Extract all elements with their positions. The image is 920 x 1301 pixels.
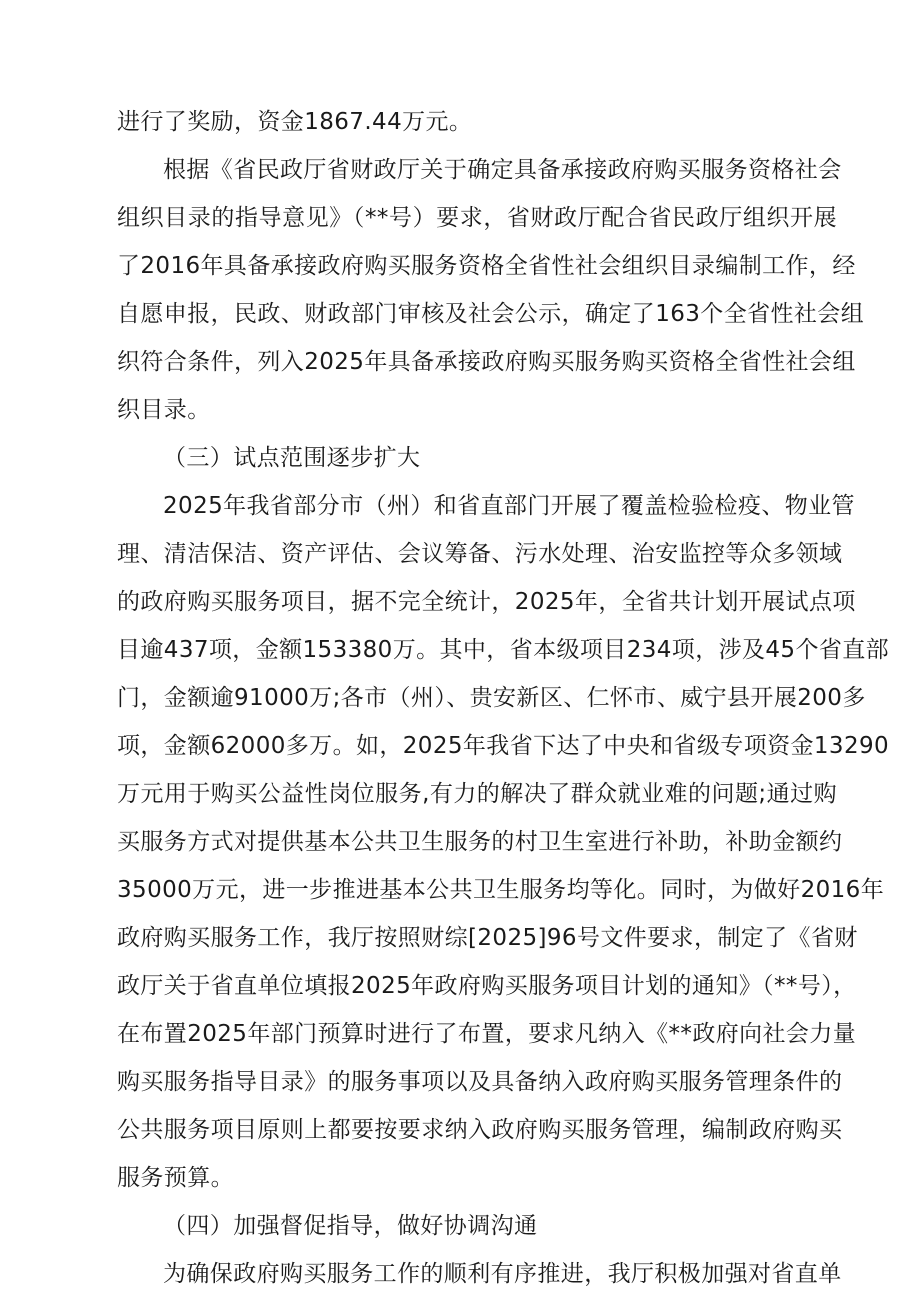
text-line-17: 35000万元，进一步推进基本公共卫生服务均等化。同时，为做好2016年 — [117, 877, 885, 903]
text-line-15: 万元用于购买公益性岗位服务,有力的解决了群众就业难的问题;通过购 — [117, 781, 837, 807]
text-line-3: 组织目录的指导意见》（**号）要求，省财政厅配合省民政厅组织开展 — [117, 205, 837, 231]
text-line-6: 织符合条件，列入2025年具备承接政府购买服务购买资格全省性社会组 — [117, 349, 856, 375]
paragraph-first-line: 为确保政府购买服务工作的顺利有序推进，我厅积极加强对省直单 — [163, 1261, 842, 1287]
text-line-22: 公共服务项目原则上都要按要求纳入政府购买服务管理，编制政府购买 — [117, 1117, 843, 1143]
text-line-16: 买服务方式对提供基本公共卫生服务的村卫生室进行补助，补助金额约 — [117, 829, 843, 855]
text-line-20: 在布置2025年部门预算时进行了布置，要求凡纳入《**政府向社会力量 — [117, 1021, 857, 1047]
text-line-7: 织目录。 — [117, 397, 211, 423]
paragraph-first-line: 根据《省民政厅省财政厅关于确定具备承接政府购买服务资格社会 — [163, 157, 842, 183]
text-line-13: 门，金额逾91000万;各市（州）、贵安新区、仁怀市、威宁县开展200多 — [117, 685, 866, 711]
text-line-4: 了2016年具备承接政府购买服务资格全省性社会组织目录编制工作，经 — [117, 253, 856, 279]
section-heading-4: （四）加强督促指导，做好协调沟通 — [163, 1213, 538, 1239]
text-line-19: 政厅关于省直单位填报2025年政府购买服务项目计划的通知》（**号）， — [117, 973, 857, 999]
text-line-1: 进行了奖励，资金1867.44万元。 — [117, 109, 473, 135]
text-line-14: 项，金额62000多万。如，2025年我省下达了中央和省级专项资金13290 — [117, 733, 890, 759]
text-line-5: 自愿申报，民政、财政部门审核及社会公示，确定了163个全省性社会组 — [117, 301, 865, 327]
section-heading-3: （三）试点范围逐步扩大 — [163, 445, 421, 471]
text-line-18: 政府购买服务工作，我厅按照财综[2025]96号文件要求，制定了《省财 — [117, 925, 858, 951]
text-line-23: 服务预算。 — [117, 1165, 234, 1191]
text-line-21: 购买服务指导目录》的服务事项以及具备纳入政府购买服务管理条件的 — [117, 1069, 843, 1095]
text-line-12: 目逾437项，金额153380万。其中，省本级项目234项，涉及45个省直部 — [117, 637, 890, 663]
paragraph-first-line: 2025年我省部分市（州）和省直部门开展了覆盖检验检疫、物业管 — [163, 493, 855, 519]
text-line-10: 理、清洁保洁、资产评估、会议筹备、污水处理、治安监控等众多领域 — [117, 541, 843, 567]
text-line-11: 的政府购买服务项目，据不完全统计，2025年，全省共计划开展试点项 — [117, 589, 856, 615]
